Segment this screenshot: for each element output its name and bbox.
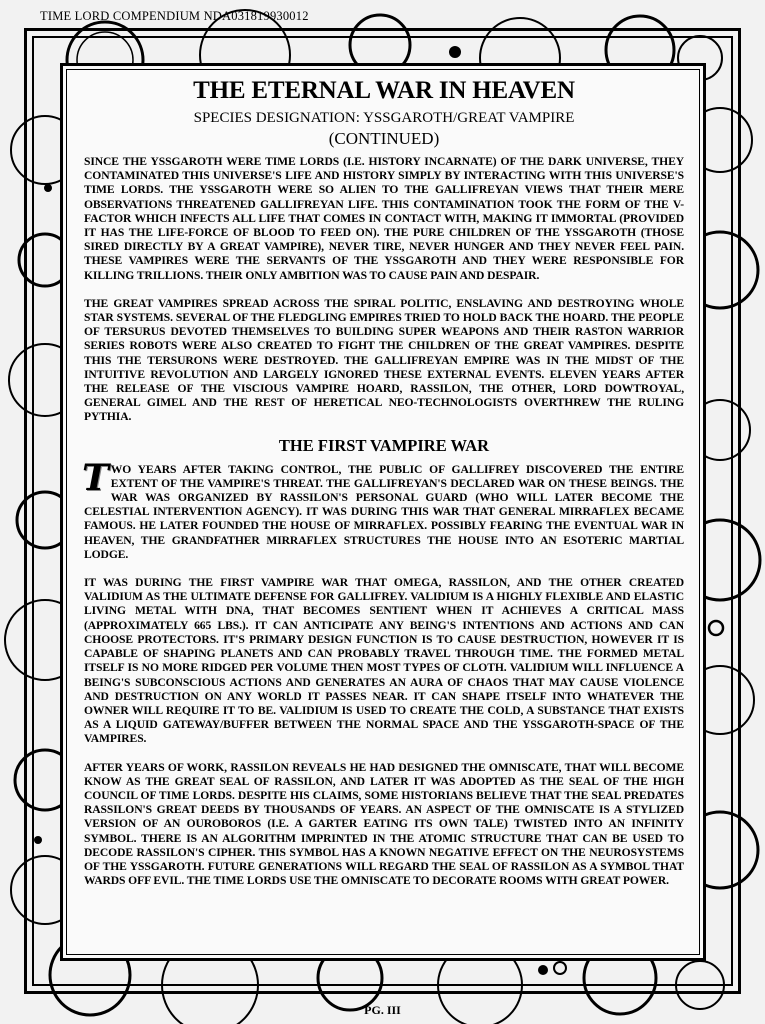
paragraph-validium: IT WAS DURING THE FIRST VAMPIRE WAR THAT OMEGA, RASSILON, AND THE OTHER CREATED VALIDIUM AS THE ULTIMATE DEFENSE FOR GALLIFREY. VALIDIUM IS A HIGHLY FLEXIBLE AND ELASTIC LIVING METAL WITH DNA, THAT BECOMES SENTIENT WHEN IT ACHIEVES A CRITICAL MASS (APPROXIMATELY 665 LBS.). IT CAN ANTICIPATE ANY BEING'S INTENTIONS AND ACTIONS AND CAN CHOOSE PROTECTORS. IT'S PRIMARY DESIGN FUNCTION IS TO CAUSE DESTRUCTION, HOWEVER IT IS CAPABLE OF SHAPING PLANETS AND CAN PROBABLY TRAVEL THROUGH TIME. THE FORMED METAL ITSELF IS NO MORE RIDGED PER VOLUME THEN MOST TYPES OF CLOTH. VALIDIUM WILL INFLUENCE A BEING'S SUBCONSCIOUS ACTIONS AND GENERATES AN AURA OF CHAOS THAT MAY CAUSE VIOLENCE AND DESTRUCTION ON ANY WORLD IT PASSES NEAR. IT CAN SHAPE ITSELF INTO WHATEVER THE OWNER WILL REQUIRE IT TO BE. VALIDIUM IS USED TO CREATE THE COLD, A SUBSTANCE THAT EXISTS AS A LIQUID GATEWAY/BUFFER BETWEEN THE NORMAL SPACE AND THE YSSGAROTH-SPACE OF THE VAMPIRES. bbox=[84, 576, 684, 746]
document-header: TIME LORD COMPENDIUM NDA031819930012 bbox=[40, 9, 309, 23]
paragraph-two-years-after-text: WO YEARS AFTER TAKING CONTROL, THE PUBLIC OF GALLIFREY DISCOVERED THE ENTIRE EXTENT OF THE VAMPIRE'S THREAT. THE GALLIFREYAN'S DECLARED WAR ON THESE BEINGS. THE WAR WAS ORGANIZED BY RASSILON'S PERSONAL GUARD (WHO WILL LATER BECOME THE CELESTIAL INTERVENTION AGENCY). IT WAS DURING THIS WAR THAT GENERAL MIRRAFLEX BECAME FAMOUS. HE LATER FOUNDED THE HOUSE OF MIRRAFLEX. POSSIBLY FEARING THE EVENTUAL WAR IN HEAVEN, THE GRANDFATHER MIRRAFLEX STRUCTURES THE HOUSE INTO AN ESOTERIC MARTIAL LODGE. bbox=[84, 462, 684, 561]
paragraph-great-vampires-spread: THE GREAT VAMPIRES SPREAD ACROSS THE SPIRAL POLITIC, ENSLAVING AND DESTROYING WHOLE STAR SYSTEMS. SEVERAL OF THE FLEDGLING EMPIRES TRIED TO HOLD BACK THE HOARD. THE PEOPLE OF TERSURUS DEVOTED THEMSELVES TO BUILDING SUPER WEAPONS AND THEIR RASTON WARRIOR SERIES ROBOTS WERE ALSO CREATED TO FIGHT THE CHILDREN OF THE GREAT VAMPIRES. DESPITE THIS THE TERSURONS WERE DESTROYED. THE GALLIFREYAN EMPIRE WAS IN THE MIDST OF THE INTUITIVE REVOLUTION AND LARGELY IGNORED THESE EXTERNAL EVENTS. ELEVEN YEARS AFTER THE RELEASE OF THE VISCIOUS VAMPIRE HOARD, RASSILON, THE OTHER, LORD DOWTROYAL, GENERAL GIMEL AND THE REST OF HERETICAL NEO-TECHNOLOGISTS OVERTHREW THE RULING PYTHIA. bbox=[84, 296, 684, 424]
paragraph-omniscate: AFTER YEARS OF WORK, RASSILON REVEALS HE HAD DESIGNED THE OMNISCATE, THAT WILL BECOME KNOW AS THE GREAT SEAL OF RASSILON, AND LATER IT WAS ADOPTED AS THE SEAL OF THE HIGH COUNCIL OF TIME LORDS. DESPITE HIS CLAIMS, SOME HISTORIANS BELIEVE THAT THE SEAL PREDATES RASSILON'S GREAT DEEDS BY THOUSANDS OF YEARS. AN ASPECT OF THE OMNISCATE IS A STYLIZED VERSION OF AN OUROBOROS (I.E. A GARTER EATING ITS OWN TALE) TWISTED INTO AN INFINITY SYMBOL. THERE IS AN ALGORITHM IMPRINTED IN THE ATOMIC STRUCTURE THAT CAN BE USED TO DECODE RASSILON'S CIPHER. THIS SYMBOL HAS A KNOWN NEGATIVE EFFECT ON THE NEUROSYSTEMS OF THE YSSGAROTH. FUTURE GENERATIONS WILL REGARD THE SEAL OF RASSILON AS A SYMBOL THAT WARDS OFF EVIL. THE TIME LORDS USE THE OMNISCATE TO DECORATE ROOMS WITH GREAT POWER. bbox=[84, 760, 684, 888]
species-designation: SPECIES DESIGNATION: YSSGAROTH/GREAT VAMPIRE bbox=[193, 110, 575, 126]
continued-label: (CONTINUED) bbox=[328, 129, 440, 148]
drop-cap: T bbox=[82, 456, 109, 499]
section-heading-first-vampire-war: THE FIRST VAMPIRE WAR bbox=[278, 435, 490, 455]
page-title: THE ETERNAL WAR IN HEAVEN bbox=[193, 77, 575, 104]
paragraph-yssgaroth-contamination: SINCE THE YSSGAROTH WERE TIME LORDS (I.E. HISTORY INCARNATE) OF THE DARK UNIVERSE, THEY CONTAMINATED THIS UNIVERSE'S LIFE AND HISTORY SIMPLY BY INTERACTING WITH THIS UNIVERSE'S TIME LORDS. THE YSSGAROTH WERE SO ALIEN TO THE GALLIFREYAN VIEWS THAT THEIR MERE OBSERVATIONS THREATENED GALLIFREYAN LIFE. THIS CONTAMINATION TOOK THE FORM OF THE V-FACTOR WHICH INFECTS ALL LIFE THAT COMES IN CONTACT WITH, MAKING IT IMMORTAL (PROVIDED IT HAS THE LIFE-FORCE OF BLOOD TO FEED ON). THE PURE CHILDREN OF THE YSSGAROTH (THOSE SIRED DIRECTLY BY A GREAT VAMPIRE), NEVER TIRE, NEVER HUNGER AND THEY NEVER FEEL PAIN. THESE VAMPIRES WERE THE SERVANTS OF THE YSSGAROTH AND THEY WERE RESPONSIBLE FOR KILLING TRILLIONS. THEIR ONLY AMBITION WAS TO CAUSE PAIN AND DESPAIR. bbox=[84, 155, 684, 282]
page-number: PG. III bbox=[364, 1003, 401, 1017]
paragraph-two-years-after bbox=[82, 456, 684, 562]
document-body bbox=[84, 74, 684, 888]
